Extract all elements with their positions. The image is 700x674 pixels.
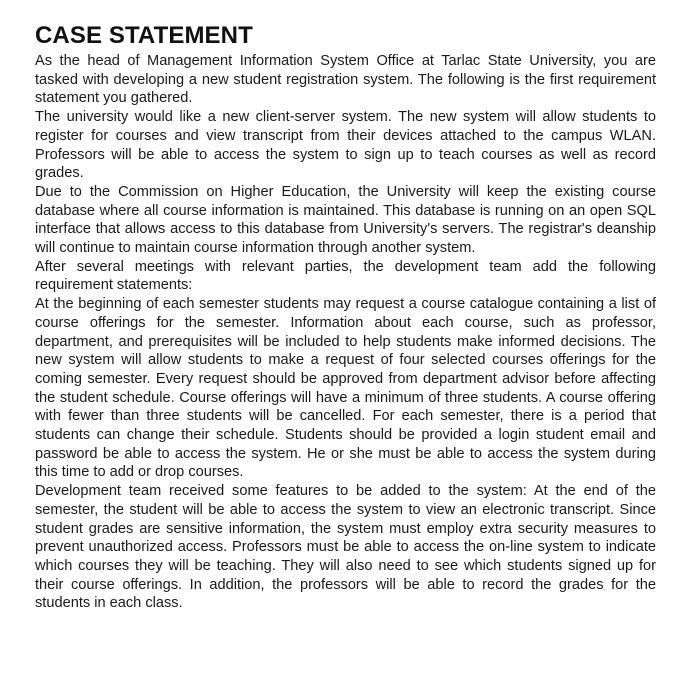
paragraph-additional-features: Development team received some features to be added to the system: At the end of the semester, the student will be able to access the system to view an electronic transcript. Since student grades are sensitive information, the system must employ extra security measures to prevent unauthorized access. Professors must be able to access the on-line system to indicate which courses they will be teaching. They will also need to see which students signed up for their course offerings. In addition, the professors will be able to record the grades for the students in each class. (35, 483, 656, 612)
page-title: CASE STATEMENT (35, 22, 253, 49)
paragraph-intro: As the head of Management Information System Office at Tarlac State University, you are tasked with developing a new student registration system. The following is the first requirement statement you gathered. (35, 53, 656, 107)
paragraph-semester-requirements: At the beginning of each semester students may request a course catalogue containing a list of course offerings for the semester. Information about each course, such as professor, department, and prerequisites will be included to help students make informed decisions. The new system will allow students to make a request of four selected courses offerings for the coming semester. Every request should be approved from department advisor before affecting the student schedule. Course offerings will have a minimum of three students. A course offering with fewer than three students will be cancelled. For each semester, there is a period that students can change their schedule. Students should be provided a login student email and password be able to access the system. He or she must be able to access the system during this time to add or drop courses. (35, 296, 656, 481)
paragraph-meetings: After several meetings with relevant parties, the development team add the following requirement statements: (35, 258, 656, 294)
paragraph-client-server: The university would like a new client-server system. The new system will allow students to register for courses and view transcript from their devices attached to the campus WLAN. Professors will be able to access the system to sign up to teach courses as well as record grades. (35, 109, 656, 182)
paragraph-course-database: Due to the Commission on Higher Education, the University will keep the existing course database where all course information is maintained. This database is running on an open SQL interface that allows access to this database from University's servers. The registrar's deanship will continue to maintain course information through another system. (35, 183, 656, 257)
